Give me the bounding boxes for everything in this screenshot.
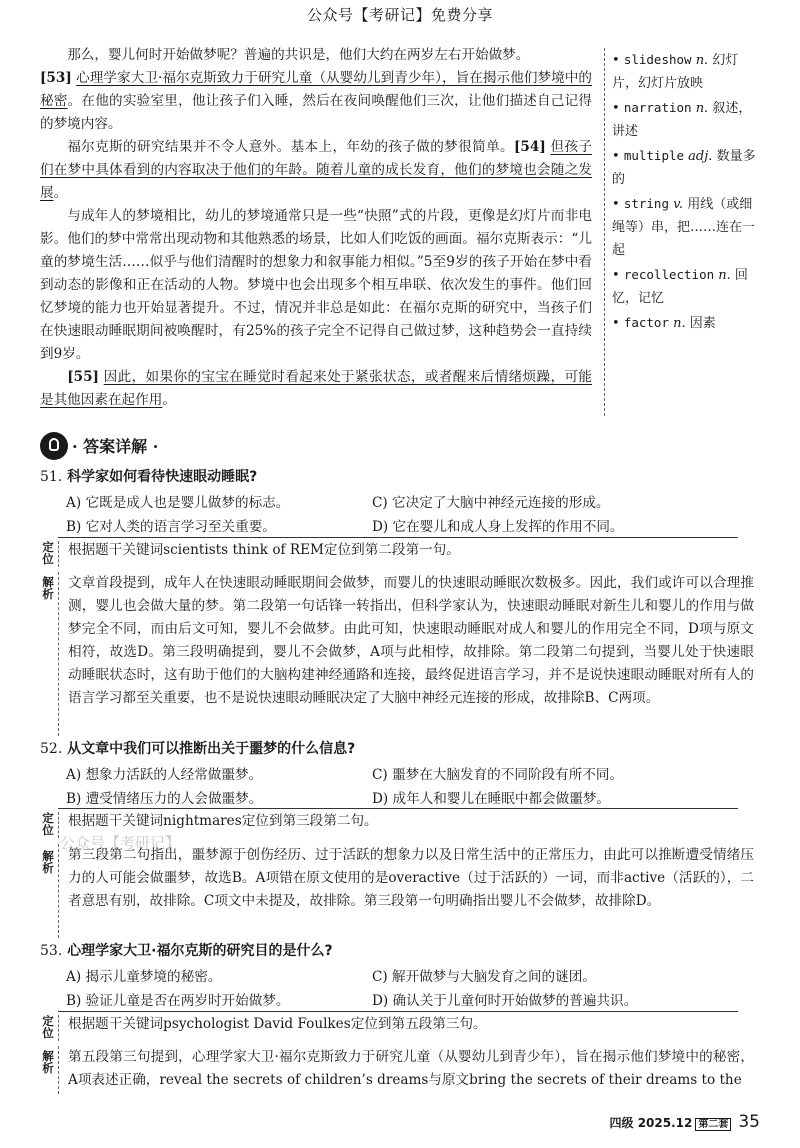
divider: [58, 537, 738, 538]
divider: [58, 541, 59, 567]
question-stem: 53. 心理学家大卫·福尔克斯的研究目的是什么?: [40, 943, 333, 959]
underlined-sentence: 但孩子们在梦中具体看到的内容取决于他们的年龄。随着儿童的成长发育，他们的梦境也会随之发展: [40, 139, 593, 201]
paragraph: 福尔克斯的研究结果并不令人意外。基本上，年幼的孩子做的梦很简单。[54] 但孩子们在梦中具体看到的内容取决于他们的年龄。随着儿童的成长发育，他们的梦境也会随之发展。: [40, 139, 593, 201]
option: A) 它既是成人也是婴儿做梦的标志。: [66, 495, 290, 511]
option: C) 噩梦在大脑发育的不同阶段有所不同。: [372, 767, 624, 783]
option: A) 揭示儿童梦境的秘密。: [66, 969, 222, 985]
vocab-item: • factor n. 因素: [612, 315, 716, 331]
paragraph: [53] 心理学家大卫·福尔克斯致力于研究儿童（从婴幼儿到青少年），旨在揭示他们梦境中的秘密。在他的实验室里，他让孩子们入睡，然后在夜间唤醒他们三次，让他们描述自己记得的梦境内容。: [40, 70, 593, 132]
divider: [58, 808, 738, 809]
vocab-item: • multiple adj. 数量多的: [612, 148, 756, 187]
analysis-text: 文章首段提到，成年人在快速眼动睡眠期间会做梦，而婴儿的快速眼动睡眠次数极多。因此，我们或许可以合理推测，婴儿也会做大量的梦。第二段第一句话锋一转指出，但科学家认为，快速眼动睡眠对新生儿和婴儿的作用与做梦完全不同，而由后文可知，婴儿不会做梦。由此可知，快速眼动睡眠对成人和婴儿的作用完全不同，D项与原文相符，故选D。第三段明确提到，婴儿不会做梦，A项与此相悖，故排除。第二段第二句提到，当婴儿处于快速眼动睡眠状态时，这有助于他们的大脑构建神经通路和连接，最终促进语言学习，并不是说快速眼动睡眠对所有人的语言学习都至关重要，也不是说快速眼动睡眠决定了大脑中神经元连接的形成，故排除B、C两项。: [68, 575, 754, 706]
option: C) 解开做梦与大脑发育之间的谜团。: [372, 969, 596, 985]
paragraph: 与成年人的梦境相比，幼儿的梦境通常只是一些“快照”式的片段，更像是幻灯片而非电影。他们的梦中常常出现动物和其他熟悉的场景，比如人们吃饭的画面。福尔克斯表示：“儿童的梦境生活……似乎与他们清醒时的想象力和叙事能力相似。”5至9岁的孩子开始在梦中看到动态的影像和正在活动的人物。梦境中也会出现多个相互串联、依次发生的事件。他们回忆梦境的能力也开始显著提升。不过，情况并非总是如此：在福尔克斯的研究中，当孩子们在快速眼动睡眠期间被唤醒时，有25%的孩子完全不记得自己做过梦，这种趋势会一直持续到9岁。: [40, 208, 592, 362]
paragraph: [55] 因此，如果你的宝宝在睡觉时看起来处于紧张状态，或者醒来后情绪烦躁，可能是其他因素在起作用。: [40, 369, 593, 408]
section-title: · 答案详解 ·: [72, 437, 159, 456]
set-badge: 第二套: [695, 1118, 731, 1131]
vocab-item: • slideshow n. 幻灯片，幻灯片放映: [612, 52, 739, 91]
locate-text: 根据题干关键词scientists think of REM定位到第二段第一句。: [68, 542, 460, 558]
vocabulary-list: [612, 48, 764, 336]
divider: [58, 572, 59, 736]
vocab-item: • narration n. 叙述，讲述: [612, 100, 752, 139]
watermark: 公众号【考研记】: [60, 834, 181, 852]
option: D) 成年人和婴儿在睡眠中都会做噩梦。: [372, 791, 611, 807]
divider: [58, 844, 59, 938]
divider: [58, 1015, 59, 1041]
question-stem: 51. 科学家如何看待快速眼动睡眠?: [40, 469, 258, 485]
locate-label: 定位: [42, 811, 54, 837]
vocab-item: • recollection n. 回忆，记忆: [612, 267, 748, 306]
question-stem: 52. 从文章中我们可以推断出关于噩梦的什么信息?: [40, 741, 356, 757]
question-marker: [54]: [514, 139, 546, 155]
option: B) 验证儿童是否在两岁时开始做梦。: [66, 993, 290, 1009]
option: D) 确认关于儿童何时开始做梦的普遍共识。: [372, 993, 638, 1009]
divider: [58, 812, 59, 838]
option: A) 想象力活跃的人经常做噩梦。: [66, 767, 263, 783]
underlined-sentence: 因此，如果你的宝宝在睡觉时看起来处于紧张状态，或者醒来后情绪烦躁，可能是其他因素在起作用: [40, 369, 593, 408]
question-marker: [55]: [67, 369, 99, 385]
page-header: 公众号【考研记】免费分享: [306, 6, 493, 24]
option: B) 遭受情绪压力的人会做噩梦。: [66, 791, 263, 807]
question-marker: [53]: [40, 70, 72, 86]
option: C) 它决定了大脑中神经元连接的形成。: [372, 495, 610, 511]
vocab-item: • string v. 用线（或细绳等）串，把……连在一起: [612, 196, 756, 258]
underlined-sentence: 心理学家大卫·福尔克斯致力于研究儿童（从婴幼儿到青少年），旨在揭示他们梦境中的秘密: [40, 70, 592, 109]
passage: [40, 44, 592, 412]
locate-label: 定位: [42, 540, 54, 566]
column-divider: [604, 48, 605, 416]
analysis-text: 第三段第二句指出，噩梦源于创伤经历、过于活跃的想象力以及日常生活中的正常压力，由此可以推断遭受情绪压力的人可能会做噩梦，故选B。A项错在原文使用的是overactive（过于活跃的）一词，而非active（活跃的），二者意思有别，故排除。C项文中未提及，故排除。第三段第一句明确指出婴儿不会做梦，故排除D。: [68, 847, 754, 909]
page-footer: 四级 2025.12 第二套 35: [609, 1112, 760, 1132]
divider: [58, 1046, 59, 1094]
option: D) 它在婴儿和成人身上发挥的作用不同。: [372, 519, 624, 535]
analysis-label: 解析: [42, 575, 54, 601]
analysis-text: 第五段第三句提到，心理学家大卫·福尔克斯致力于研究儿童（从婴幼儿到青少年），旨在揭示他们梦境中的秘密，A项表述正确，reveal the secrets of children’s dreams与原文bring the secrets of their dreams to the: [68, 1049, 754, 1088]
locate-text: 根据题干关键词nightmares定位到第三段第二句。: [68, 813, 378, 829]
analysis-label: 解析: [42, 1049, 54, 1075]
locate-text: 根据题干关键词psychologist David Foulkes定位到第五段第三句。: [68, 1016, 487, 1032]
option: B) 它对人类的语言学习至关重要。: [66, 519, 276, 535]
page-number: 35: [738, 1112, 760, 1132]
lightbulb-icon: [40, 432, 68, 460]
locate-label: 定位: [42, 1014, 54, 1040]
divider: [58, 1011, 738, 1012]
paragraph: 那么，婴儿何时开始做梦呢？普遍的共识是，他们大约在两岁左右开始做梦。: [67, 47, 530, 63]
analysis-label: 解析: [42, 849, 54, 875]
